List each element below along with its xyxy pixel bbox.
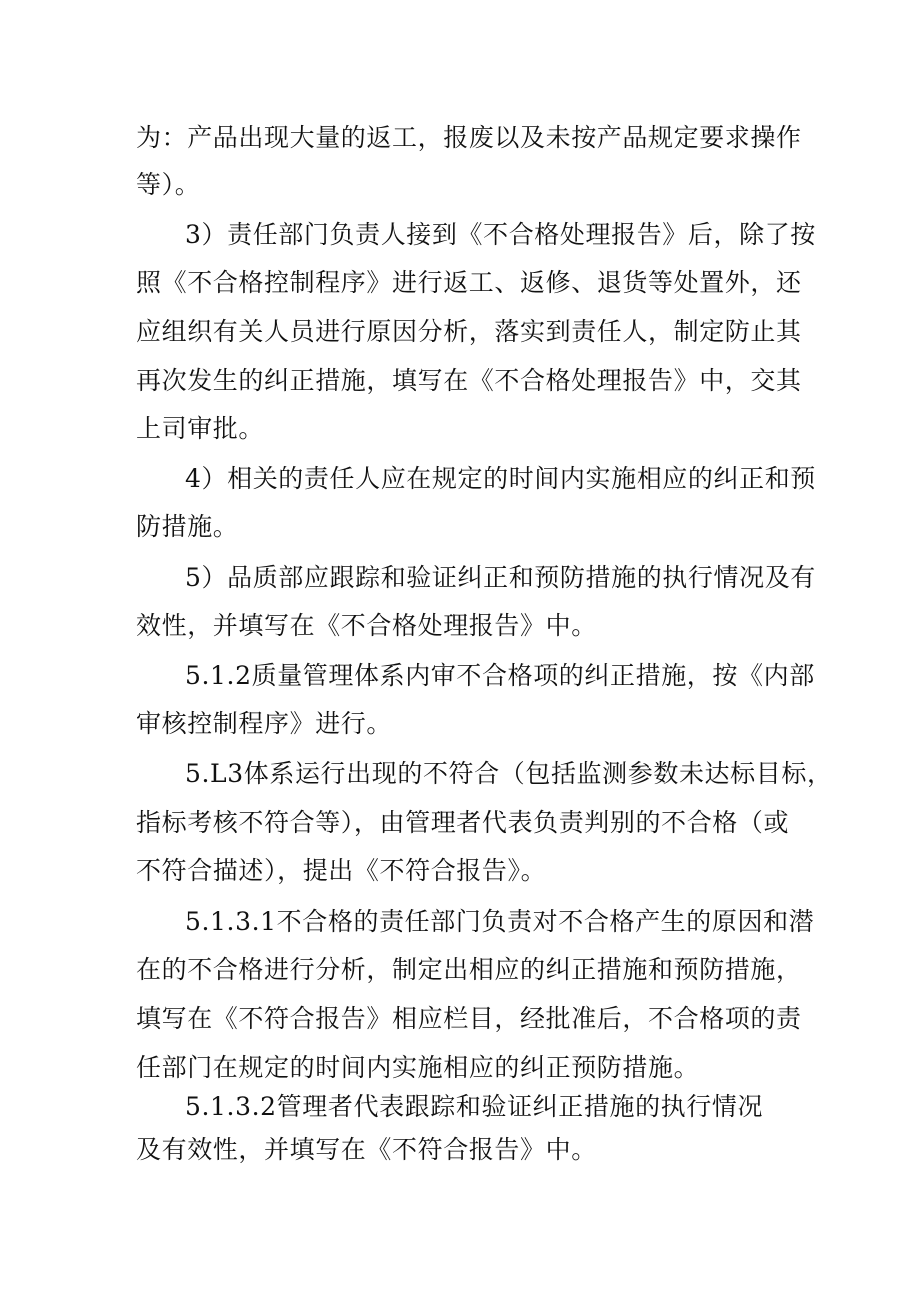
- text-line: 应组织有关人员进行原因分析，落实到责任人，制定防止其: [136, 317, 802, 346]
- text-line: 照《不合格控制程序》进行返工、返修、退货等处置外，还: [136, 268, 802, 297]
- text-line: 上司审批。: [136, 414, 265, 443]
- text-line: 3）责任部门负责人接到《不合格处理报告》后，除了按: [185, 220, 816, 249]
- text-line: 指标考核不符合等），由管理者代表负责判别的不合格（或: [136, 808, 790, 837]
- text-line: 为：产品出现大量的返工，报废以及未按产品规定要求操作: [136, 123, 802, 152]
- text-line: 4）相关的责任人应在规定的时间内实施相应的纠正和预: [185, 464, 816, 493]
- text-line: 5.1.2质量管理体系内审不合格项的纠正措施，按《内部: [185, 661, 815, 690]
- text-line: 5）品质部应跟踪和验证纠正和预防措施的执行情况及有: [185, 563, 816, 592]
- text-line: 防措施。: [136, 512, 239, 541]
- text-line: 任部门在规定的时间内实施相应的纠正预防措施。: [136, 1053, 700, 1082]
- text-line: 审核控制程序》进行。: [136, 709, 393, 738]
- text-line: 不符合描述），提出《不符合报告》。: [136, 856, 547, 885]
- text-line: 再次发生的纠正措施，填写在《不合格处理报告》中，交其: [136, 366, 802, 395]
- text-line: 填写在《不符合报告》相应栏目，经批准后，不合格项的责: [136, 1004, 802, 1033]
- text-line: 5.1.3.2管理者代表跟踪和验证纠正措施的执行情况: [185, 1092, 764, 1121]
- text-line: 及有效性，并填写在《不符合报告》中。: [136, 1135, 597, 1164]
- text-line: 等）。: [136, 170, 201, 199]
- text-line: 5.L3体系运行出现的不符合（包括监测参数未达标目标，: [185, 759, 833, 788]
- text-line: 效性，并填写在《不合格处理报告》中。: [136, 611, 597, 640]
- text-line: 5.1.3.1不合格的责任部门负责对不合格产生的原因和潜: [185, 907, 815, 936]
- text-line: 在的不合格进行分析，制定出相应的纠正措施和预防措施，: [136, 955, 802, 984]
